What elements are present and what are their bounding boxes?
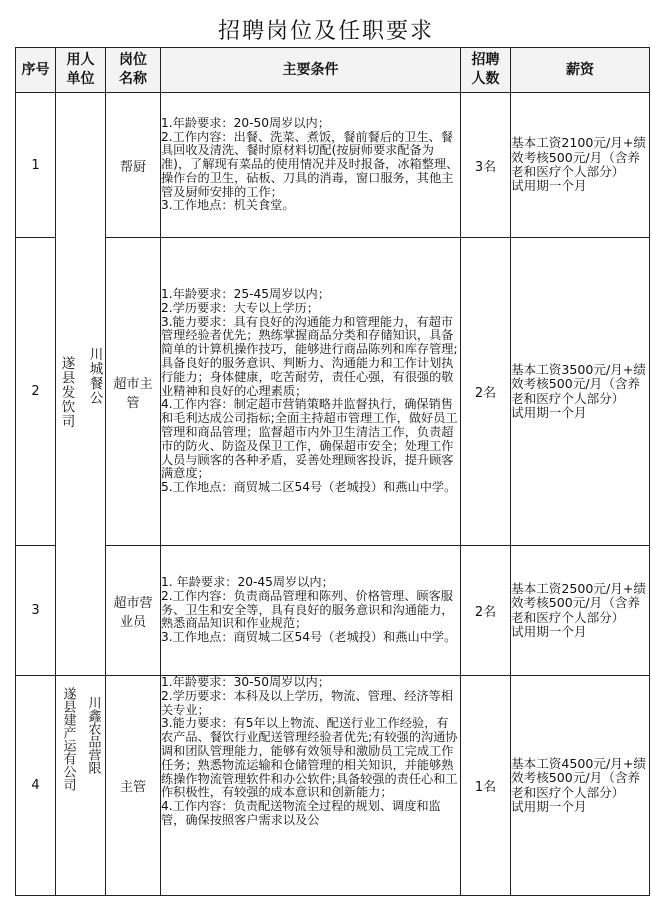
req-line: 2.工作内容：出餐、洗菜、煮饭，餐前餐后的卫生、餐具回收及清洗、餐时原材料切配(按厨师要求配备为准)，了解现有菜品的使用情况并及时报备，冰箱整理、操作台的卫生，砧板、刀具的消毒，窗口服务，其他主管及厨师安排的工作； [161,129,459,199]
salary-line: 基本工资2100元/月+绩效考核500元/月（含养老和医疗个人部分） [511,135,647,179]
requirements [161,546,461,676]
table-row [16,546,650,676]
header-unit-line2: 单位 [66,71,95,87]
header-post-line2: 名称 [119,71,147,87]
req-line: 1.年龄要求：25-45周岁以内； [161,287,330,302]
employer-name-part2: 川鑫农品营限 [85,696,101,774]
requirements [161,238,461,546]
table-row [16,676,650,896]
salary-probation: 试用期一个月 [511,623,587,639]
req-line: 4.工作内容：制定超市营销策略并监督执行，确保销售和毛利达成公司指标;全面主持超市管理工作，做好员工管理和商品管理；监督超市内外卫生清洁工作，负责超市的防火、防盗及保卫工作，确保超市安全；处理工作人员与顾客的各种矛盾，妥善处理顾客投诉，提升顾客满意度； [161,397,458,481]
employer-name-part1: 遂县建产运有公司 [60,687,76,791]
page-title: 招聘岗位及任职要求 [217,19,434,44]
post-name: 超市营业员 [106,546,161,676]
header-requirements: 主要条件 [161,48,461,93]
salary-line: 基本工资3500元/月+绩效考核500元/月（含养老和医疗个人部分） [511,361,647,406]
req-line: 5.工作地点：商贸城二区54号（老城投）和燕山中学。 [161,480,457,495]
header-count-line1: 招聘 [471,52,500,68]
employer-name-part2: 川城餐公 [86,347,103,405]
req-line: 3.工作地点：商贸城二区54号（老城投）和燕山中学。 [161,630,457,645]
header-count-line2: 人数 [471,71,500,87]
req-line: 4.工作内容：负责配送物流全过程的规划、调度和监管，确保按照客户需求以及公 [161,799,441,827]
header-no: 序号 [16,48,56,93]
requirements [161,676,461,896]
header-unit-line1: 用人 [66,52,95,68]
req-line: 3.能力要求：有5年以上物流、配送行业工作经验，有农产品、餐饮行业配送管理经验者优先;有较强的沟通协调和团队管理能力，能够有效领导和激励员工完成工作任务；熟悉物流运输和仓储管理的相关知识，并能够熟练操作物流管理软件和办公软件;具备较强的责任心和工作积极性，有较强的成本意识和创新能力； [161,716,458,800]
employer-cell [56,676,106,896]
post-name: 超市主管 [106,238,161,546]
table-row [16,93,650,238]
header-post-line1: 岗位 [119,52,147,68]
post-name: 主管 [106,676,161,896]
req-line: 2.工作内容：负责商品管理和陈列、价格管理、顾客服务、卫生和安全等，具有良好的服务意识和沟通能力，熟悉商品知识和作业规范； [161,588,454,631]
req-line: 3.工作地点：机关食堂。 [161,198,295,213]
headcount: 2名 [461,238,511,546]
table-row [16,238,650,546]
employer-name-part1: 遂县发饮司 [58,355,75,429]
salary-probation: 试用期一个月 [511,798,587,814]
row-number: 3 [16,546,56,676]
salary-line: 基本工资4500元/月+绩效考核500元/月（含养老和医疗个人部分） [511,755,647,800]
row-number: 2 [16,238,56,546]
recruitment-table [15,47,650,896]
requirements [161,93,461,238]
req-line: 1.年龄要求：30-50周岁以内； [161,675,330,689]
req-line: 1. 年龄要求：20-45周岁以内； [161,575,334,589]
req-line: 2.学历要求：大专以上学历； [161,300,319,315]
post-name: 帮厨 [106,93,161,238]
headcount: 1名 [461,676,511,896]
salary [511,238,650,546]
row-number: 4 [16,676,56,896]
headcount: 2名 [461,546,511,676]
header-salary: 薪资 [511,48,650,93]
salary-line: 基本工资2500元/月+绩效考核500元/月（含养老和医疗个人部分） [511,580,647,625]
salary-probation: 试用期一个月 [511,404,587,420]
header-count [461,48,511,93]
salary [511,546,650,676]
header-row [16,48,650,93]
salary [511,93,650,238]
req-line: 1.年龄要求：20-50周岁以内； [161,115,330,130]
salary-probation: 试用期一个月 [511,178,587,194]
header-post [106,48,161,93]
row-number: 1 [16,93,56,238]
req-line: 3.能力要求：具有良好的沟通能力和管理能力，有超市管理经验者优先；熟练掌握商品分类和存储知识，具备简单的计算机操作技巧，能够进行商品陈列和库存管理;具备良好的服务意识、判断力、沟通能力和工作计划执行能力；身体健康，吃苦耐劳，责任心强，有很强的敬业精神和良好的心理素质； [161,314,458,398]
req-line: 2.学历要求：本科及以上学历，物流、管理、经济等相关专业； [161,688,453,717]
header-unit [56,48,106,93]
employer-cell [56,93,106,676]
salary [511,676,650,896]
headcount: 3名 [461,93,511,238]
